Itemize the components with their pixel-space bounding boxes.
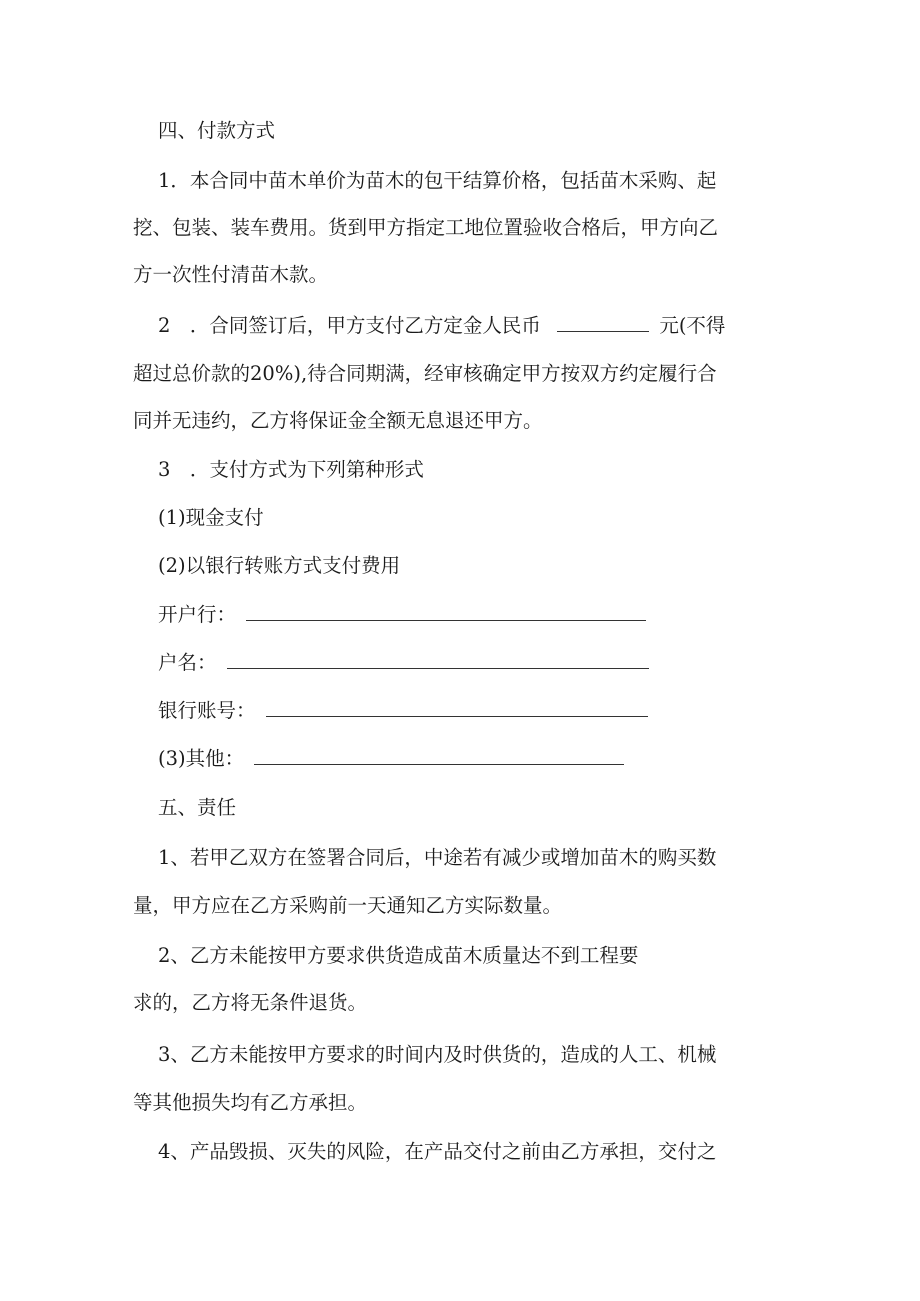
liability-3-line-1: 3、乙方未能按甲方要求的时间内及时供货的，造成的人工、机械 — [158, 1043, 717, 1066]
liability-4-line-1: 4、产品毁损、灭失的风险，在产品交付之前由乙方承担，交付之 — [158, 1140, 717, 1163]
clause-1-line-2: 挖、包装、装车费用。货到甲方指定工地位置验收合格后，甲方向乙 — [133, 216, 719, 239]
clause-2-line-3: 同并无违约，乙方将保证金全额无息退还甲方。 — [133, 409, 543, 432]
liability-2-line-1: 2、乙方未能按甲方要求供货造成苗木质量达不到工程要 — [158, 944, 639, 967]
clause-2-line-2: 超过总价款的20%),待合同期满，经审核确定甲方按双方约定履行合 — [133, 362, 717, 385]
account-name-row — [158, 650, 649, 676]
section-heading-payment: 四、付款方式 — [158, 119, 276, 142]
liability-1-line-2: 量，甲方应在乙方采购前一天通知乙方实际数量。 — [133, 894, 563, 917]
account-number-label: 银行账号： — [158, 699, 256, 722]
clause-1-line-1: 1．本合同中苗木单价为苗木的包干结算价格，包括苗木采购、起 — [158, 169, 717, 192]
clause-1-line-3: 方一次性付清苗木款。 — [133, 263, 329, 286]
account-name-blank — [227, 650, 649, 669]
bank-field-row — [158, 602, 646, 628]
section-heading-liability: 五、责任 — [158, 796, 237, 819]
clause-2-text-end: 元(不得 — [659, 314, 726, 337]
liability-1-line-1: 1、若甲乙双方在签署合同后，中途若有减少或增加苗木的购买数 — [158, 846, 717, 869]
deposit-amount-blank — [557, 313, 649, 332]
bank-label: 开户行： — [158, 603, 237, 626]
other-option-row — [158, 746, 624, 772]
account-number-row — [158, 698, 648, 724]
clause-2-line-1 — [158, 313, 725, 339]
account-number-blank — [266, 698, 648, 717]
other-option-blank — [254, 746, 624, 765]
account-name-label: 户名： — [158, 651, 217, 674]
bank-blank — [246, 602, 646, 621]
payment-option-transfer: (2)以银行转账方式支付费用 — [158, 554, 401, 577]
liability-2-line-2: 求的，乙方将无条件退货。 — [133, 991, 368, 1014]
liability-3-line-2: 等其他损失均有乙方承担。 — [133, 1091, 368, 1114]
clause-3: 3 ．支付方式为下列第种形式 — [158, 458, 424, 481]
clause-2-text-start: 2 ．合同签订后，甲方支付乙方定金人民币 — [158, 314, 541, 337]
other-option-label: (3)其他： — [158, 747, 245, 770]
payment-option-cash: (1)现金支付 — [158, 506, 264, 529]
